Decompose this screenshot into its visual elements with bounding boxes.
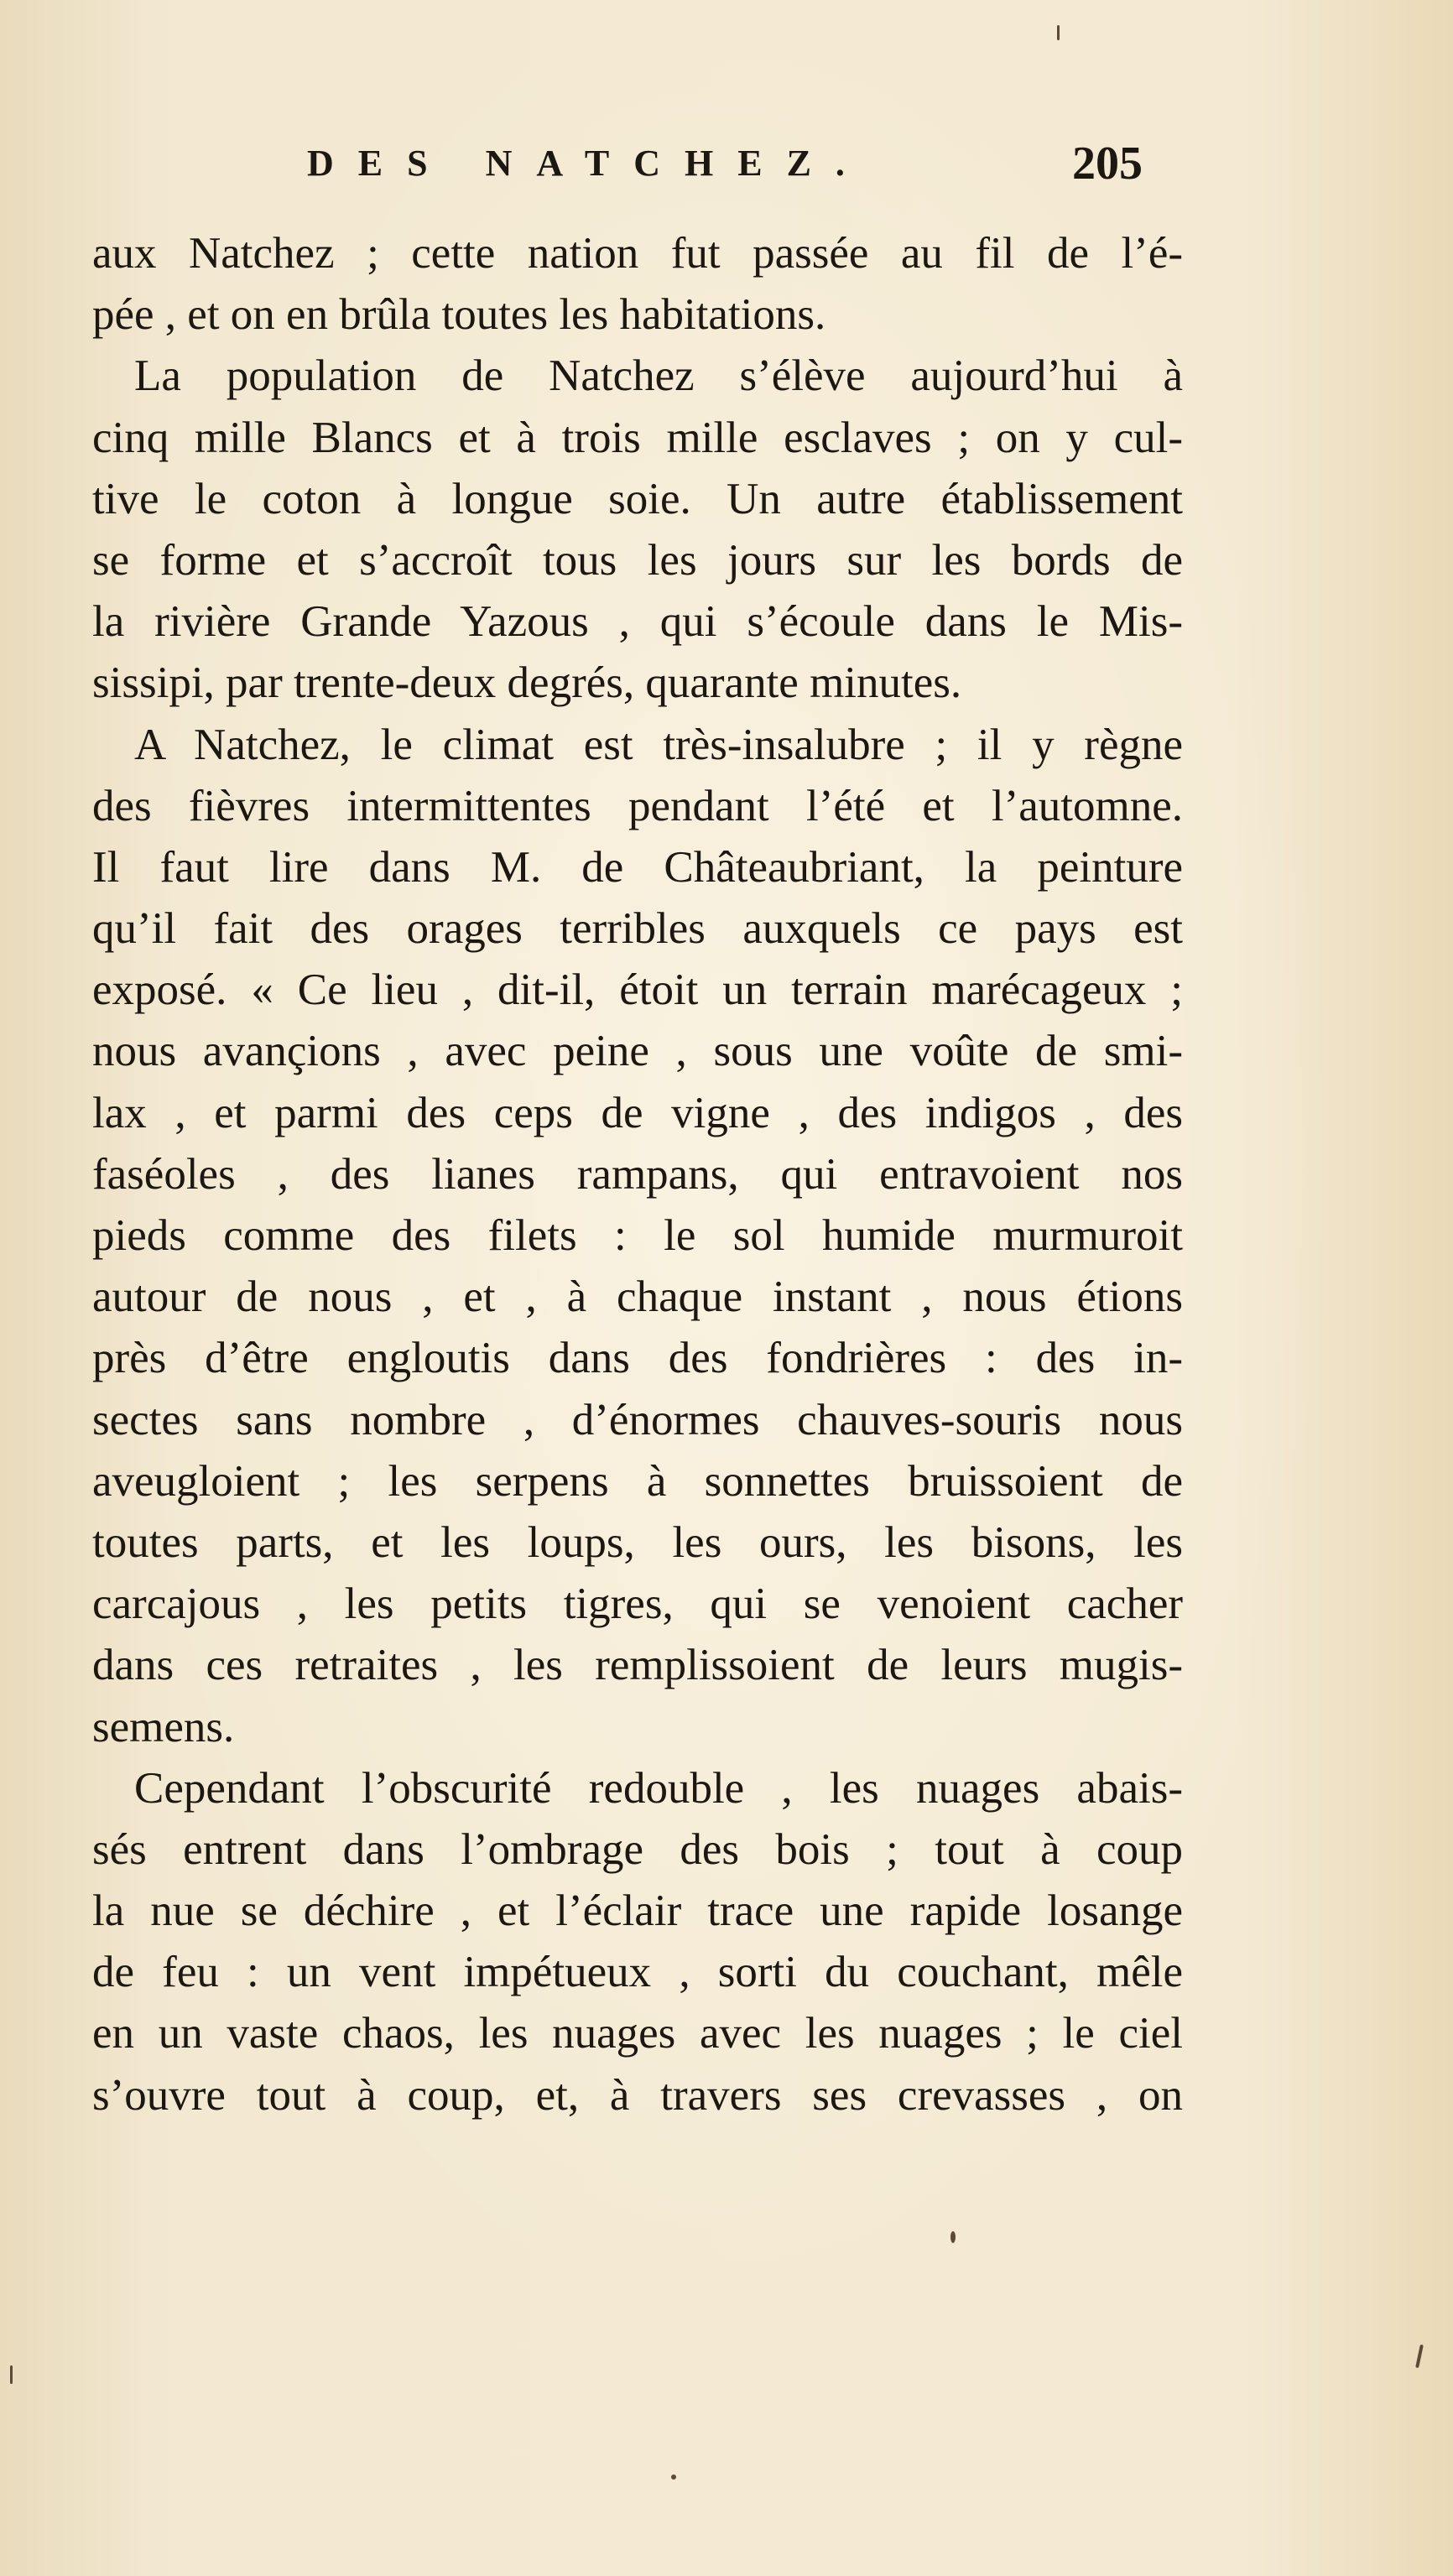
ink-speck: [671, 2475, 676, 2480]
text-line: sectes sans nombre , d’énormes chauves-souris nous: [92, 1395, 1183, 1444]
text-line: Il faut lire dans M. de Châteaubriant, la peinture: [92, 842, 1183, 892]
text-line: pieds comme des filets : le sol humide murmuroit: [92, 1211, 1183, 1260]
page-number: 205: [1072, 138, 1143, 190]
text-line: lax , et parmi des ceps de vigne , des indigos , des: [92, 1088, 1183, 1137]
text-line: dans ces retraites , les remplissoient de leurs mugis-: [92, 1641, 1183, 1690]
text-line: tive le coton à longue soie. Un autre établissement: [92, 474, 1183, 523]
text-line: pée , et on en brûla toutes les habitations.: [92, 290, 826, 340]
text-line: faséoles , des lianes rampans, qui entravoient nos: [92, 1149, 1183, 1199]
text-line: des fièvres intermittentes pendant l’été et l’automne.: [92, 781, 1183, 830]
text-line: Cependant l’obscurité redouble , les nuages abais-: [134, 1763, 1183, 1813]
text-line: en un vaste chaos, les nuages avec les nuages ; le ciel: [92, 2009, 1183, 2058]
text-line: la nue se déchire , et l’éclair trace une rapide losange: [92, 1886, 1183, 1936]
text-line: exposé. « Ce lieu , dit-il, étoit un terrain marécageux ;: [92, 965, 1183, 1015]
body-text: [92, 223, 1183, 2126]
ink-speck: [1057, 25, 1060, 40]
ink-speck: [1415, 2344, 1424, 2368]
text-line: La population de Natchez s’élève aujourd’hui à: [134, 351, 1183, 401]
page-header: [92, 134, 1183, 193]
text-line: aux Natchez ; cette nation fut passée au fil de l’é-: [92, 229, 1183, 278]
text-line: nous avançions , avec peine , sous une voûte de smi-: [92, 1027, 1183, 1076]
text-line: cinq mille Blancs et à trois mille esclaves ; on y cul-: [92, 413, 1183, 462]
ink-speck: [950, 2231, 956, 2243]
text-line: de feu : un vent impétueux , sorti du couchant, mêle: [92, 1948, 1183, 1997]
text-line: près d’être engloutis dans des fondrières : des in-: [92, 1334, 1183, 1383]
text-line: s’ouvre tout à coup, et, à travers ses crevasses , on: [92, 2070, 1183, 2120]
text-line: autour de nous , et , à chaque instant , nous étions: [92, 1272, 1183, 1322]
text-line: sissipi, par trente-deux degrés, quarante minutes.: [92, 658, 962, 708]
ink-speck: [10, 2365, 13, 2384]
text-line: sés entrent dans l’ombrage des bois ; tout à coup: [92, 1824, 1183, 1874]
text-line: la rivière Grande Yazous , qui s’écoule dans le Mis-: [92, 597, 1183, 647]
text-line: carcajous , les petits tigres, qui se venoient cacher: [92, 1579, 1183, 1629]
running-title: DES NATCHEZ.: [307, 143, 869, 184]
text-line: aveugloient ; les serpens à sonnettes bruissoient de: [92, 1456, 1183, 1506]
text-line: A Natchez, le climat est très-insalubre ; il y règne: [134, 720, 1183, 769]
text-line: toutes parts, et les loups, les ours, les bisons, les: [92, 1517, 1183, 1567]
text-line: qu’il fait des orages terribles auxquels ce pays est: [92, 904, 1183, 954]
text-line: semens.: [92, 1702, 235, 1751]
text-line: se forme et s’accroît tous les jours sur les bords de: [92, 535, 1183, 585]
